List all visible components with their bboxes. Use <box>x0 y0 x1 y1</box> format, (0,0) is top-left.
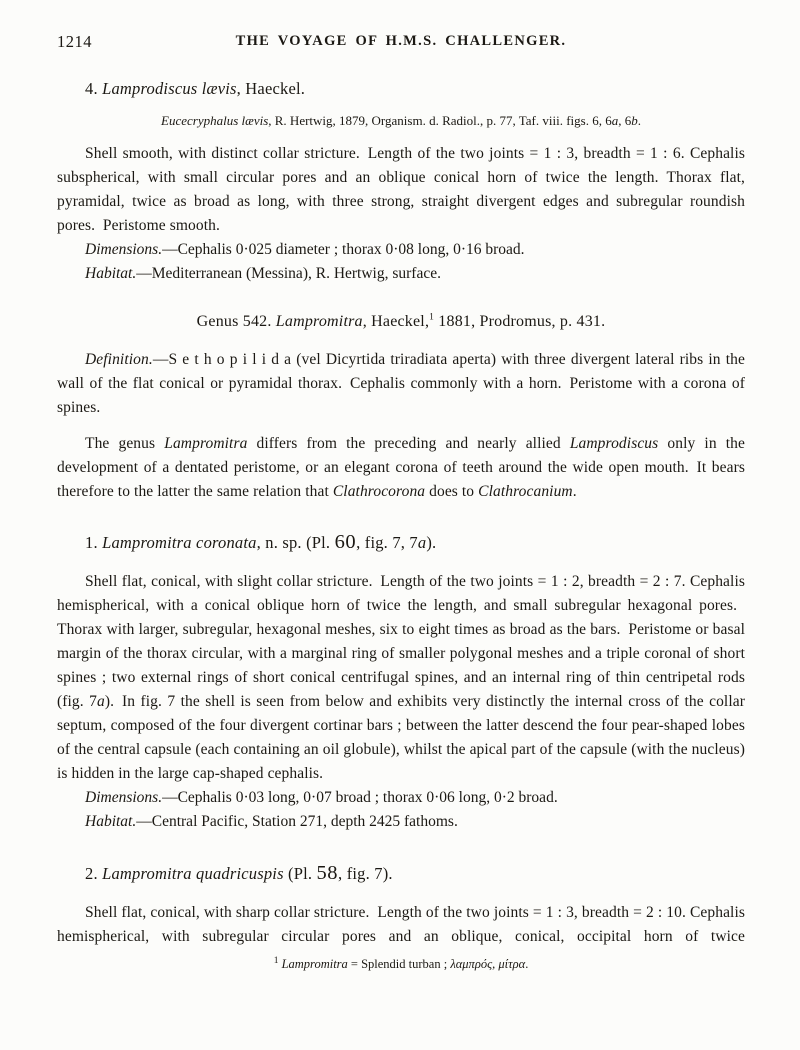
genus-discussion: The genus Lampromitra differs from the preceding and nearly allied Lamprodiscus only in the development of a dentated peristome, or an elegant corona of teeth around the wide open mouth. It bears therefore to the latter the same relation that Clathrocorona does to Clathrocanium. <box>57 435 745 500</box>
species-heading-quadricuspis: 2. Lampromitra quadricuspis (Pl. 58, fig. 7). <box>85 862 393 884</box>
species-description: Shell flat, conical, with slight collar stricture. Length of the two joints = 1 : 2, breadth = 2 : 7. Cephalis hemispherical, with a conical oblique horn of twice the length, and small subregular hexagonal pores. Thorax with larger, subregular, hexagonal meshes, six to eight times as broad as the bars. Peristome or basal margin of the thorax circular, with a marginal ring of smaller polygonal meshes and a triple coronal of short spines ; two external rings of short conical centrifugal spines, and an internal ring of thin centripetal rods (fig. 7a). In fig. 7 the shell is seen from below and exhibits very distinctly the internal cross of the collar septum, composed of the four divergent cortinar bars ; between the latter descend the four pear-shaped lobes of the central capsule (each containing an oil globule), whilst the apical part of the capsule (with the nucleus) is hidden in the large cap-shaped cephalis. <box>57 573 745 782</box>
running-title: THE VOYAGE OF H.M.S. CHALLENGER. <box>235 33 567 49</box>
species-lamprodiscus-laevis-section <box>57 79 745 286</box>
page-header <box>57 32 745 52</box>
genus-definition: Definition.—S e t h o p i l i d a (vel Dicyrtida triradiata aperta) with three divergent lateral ribs in the wall of the flat conical or pyramidal thorax. Cephalis commonly with a horn. Peristome with a corona of spines. <box>57 351 745 416</box>
species-coronata-section <box>57 533 745 834</box>
species-quadricuspis-section <box>57 864 745 949</box>
species-description: Shell smooth, with distinct collar stricture. Length of the two joints = 1 : 3, breadth = 1 : 6. Cephalis subspherical, with small circular pores and an oblique conical horn of twice the length. Thorax flat, pyramidal, twice as broad as long, with three strong, straight divergent edges and subregular roundish pores. Peristome smooth. <box>57 145 745 234</box>
dimensions-line: Dimensions.—Cephalis 0·025 diameter ; thorax 0·08 long, 0·16 broad. <box>85 241 525 258</box>
habitat-line: Habitat.—Central Pacific, Station 271, depth 2425 fathoms. <box>85 813 458 830</box>
species-heading-coronata: 1. Lampromitra coronata, n. sp. (Pl. 60, fig. 7, 7a). <box>85 531 437 553</box>
footnote: $^1$ Lampromitra = Splendid turban ; λαμπρός, μίτρα. <box>273 955 529 971</box>
genus-lampromitra-section <box>57 313 745 504</box>
page-number: 1214 <box>57 32 92 51</box>
dimensions-line: Dimensions.—Cephalis 0·03 long, 0·07 broad ; thorax 0·06 long, 0·2 broad. <box>85 789 558 806</box>
species-heading-lamprodiscus-laevis: 4. Lamprodiscus lævis, Haeckel. <box>85 79 306 98</box>
genus-heading: Genus 542. Lampromitra, Haeckel,$^1$ 1881, Prodromus, p. 431. <box>196 312 606 330</box>
species-description: Shell flat, conical, with sharp collar stricture. Length of the two joints = 1 : 3, breadth = 2 : 10. Cephalis hemispherical, with subregular circular pores and an oblique, conical, occipital horn of twice <box>57 904 745 945</box>
habitat-line: Habitat.—Mediterranean (Messina), R. Hertwig, surface. <box>85 265 441 282</box>
synonymy-citation: Eucecryphalus lævis, R. Hertwig, 1879, Organism. d. Radiol., p. 77, Taf. viii. figs. 6, 6a, 6b. <box>161 113 641 128</box>
